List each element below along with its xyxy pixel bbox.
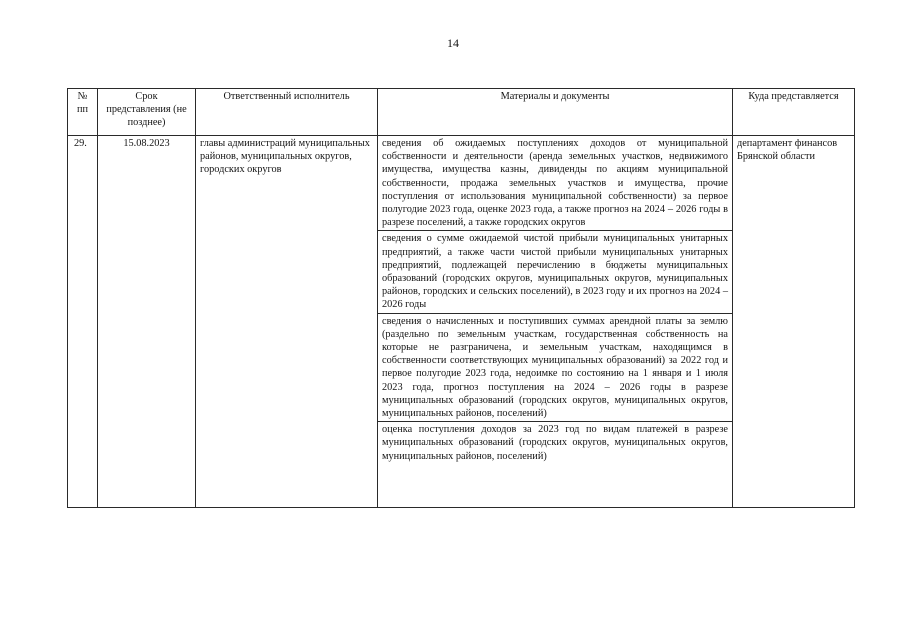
page-number: 14 [447,36,459,50]
document-table [67,88,855,508]
row-destination: департамент финансов Брянской области [733,136,855,508]
material-item-land-rent: сведения о начисленных и поступивших суммах арендной платы за землю (раздельно по земельным участкам, государственная собственность на которые не разграничена, и земельным участкам, находящимся в собственности соответствующих муниципальных образований) за 2022 год и первое полугодие 2023 года, недоимке по состоянию на 1 января и 1 июля 2023 года, прогноз поступления на 2024 – 2026 годы в разрезе муниципальных образований (городских округов, муниципальных округов, муниципальных районов, поселений) [378,313,732,422]
row-date: 15.08.2023 [98,136,196,508]
header-num: № пп [68,89,98,136]
material-item-income: сведения об ожидаемых поступлениях доходов от муниципальной собственности и деятельности (аренда земельных участков, недвижимого имущества, имущества казны, дивиденды по акциям муниципальной собственности, продажа земельных участков и имущества, прочие поступления от использования муниципальной собственности) за первое полугодие 2023 года, оценке 2023 года, а также прогноз на 2024 – 2026 годы в разрезе поселений, а также городских округов [382,138,728,229]
material-item-profit: сведения о сумме ожидаемой чистой прибыли муниципальных унитарных предприятий, а также части чистой прибыли муниципальных унитарных предприятий, подлежащей перечислению в бюджеты муниципальных образований (городских округов, муниципальных округов, муниципальных районов, городских и сельских поселений), в 2023 году и их прогноз на 2024 – 2026 годы [378,230,732,312]
row-materials [378,136,733,508]
row-responsible: главы администраций муниципальных районов, муниципальных округов, городских округов [196,136,378,508]
header-materials: Материалы и документы [378,89,733,136]
table-row [68,136,855,508]
row-num: 29. [68,136,98,508]
header-date: Срок представления (не позднее) [98,89,196,136]
header-responsible: Ответственный исполнитель [196,89,378,136]
table-header-row [68,89,855,136]
material-item-revenue-estimate: оценка поступления доходов за 2023 год по видам платежей в разрезе муниципальных образований (городских округов, муниципальных округов, муниципальных районов, поселений) [378,421,732,464]
header-destination: Куда представляется [733,89,855,136]
